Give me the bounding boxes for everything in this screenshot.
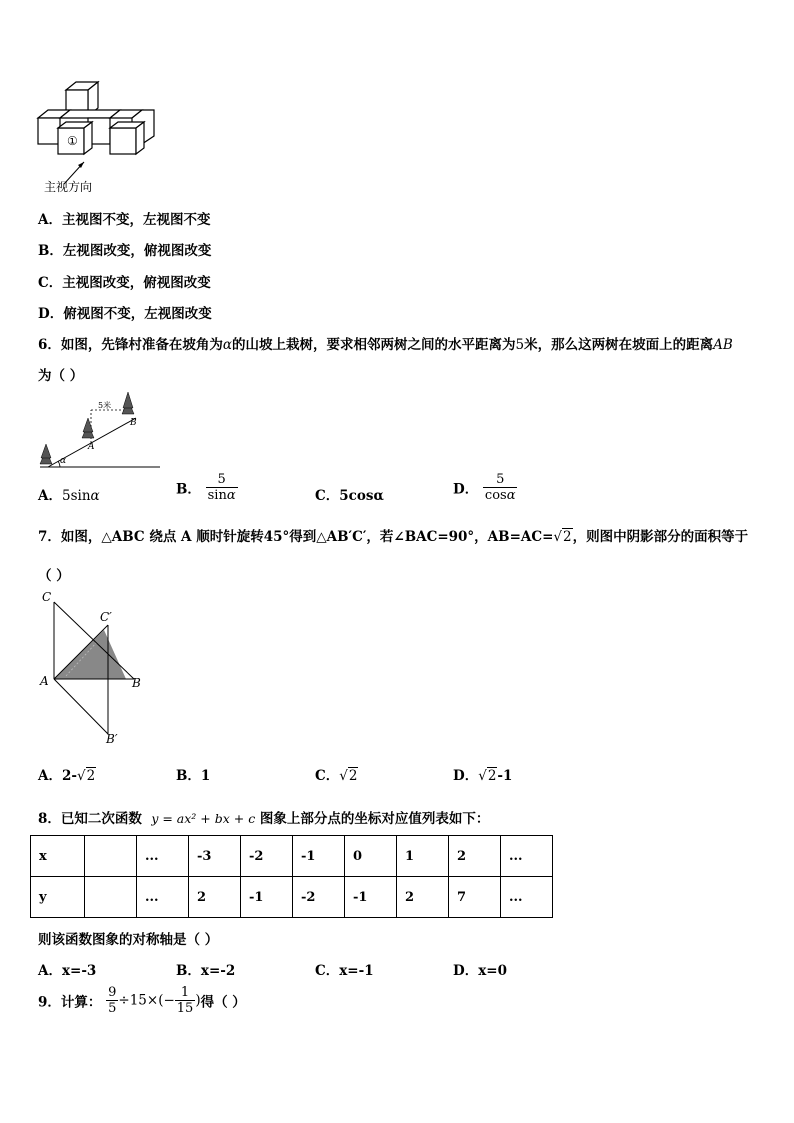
table-cell: -2 [293, 877, 345, 918]
q8-question: 则该函数图象的对称轴是（ ） [38, 932, 219, 948]
table-cell [85, 877, 137, 918]
point-b: B [132, 676, 141, 690]
q8-option-b: B．x=-2 [176, 963, 236, 979]
table-cell: 1 [397, 836, 449, 877]
table-cell: x [31, 836, 85, 877]
cube-label: ① [67, 134, 78, 148]
q7-option-a: A．2-√2 [38, 768, 96, 784]
table-row-x [31, 836, 553, 877]
value-table [30, 835, 553, 918]
cube-drawing [30, 78, 170, 173]
q7-stem-end: （ ） [38, 568, 70, 584]
table-cell: 2 [449, 836, 501, 877]
table-cell: ... [501, 836, 553, 877]
point-b-prime: B′ [106, 732, 118, 746]
q8-option-c: C．x=-1 [315, 963, 374, 979]
q6-stem: 6．如图，先锋村准备在坡角为α的山坡上栽树，要求相邻两树之间的水平距离为5米，那么这两树在坡面上的距离AB [38, 337, 733, 353]
q6-stem-end: 为（ ） [38, 368, 84, 384]
table-cell: 2 [397, 877, 449, 918]
table-row-y [31, 877, 553, 918]
q6-option-a: A．5sinα [38, 488, 100, 504]
slope-point-a: A [88, 442, 95, 452]
rotation-drawing [36, 588, 156, 748]
q5-option-b: B．左视图改变，俯视图改变 [38, 243, 212, 259]
q8-stem: 8．已知二次函数 y = ax² + bx + c 图象上部分点的坐标对应值列表如下： [38, 811, 490, 827]
table-cell: -1 [345, 877, 397, 918]
q6-option-b: B． $\frac{5}{\sin\alpha}$ [176, 472, 236, 503]
rotation-figure [36, 588, 156, 748]
q6-option-c: C．5cosα [315, 488, 384, 504]
table-cell: ... [501, 877, 553, 918]
table-cell: -1 [293, 836, 345, 877]
table-cell: -3 [189, 836, 241, 877]
cube-figure [30, 78, 170, 198]
q8-option-a: A．x=-3 [38, 963, 97, 979]
q5-option-a: A．主视图不变，左视图不变 [38, 212, 211, 228]
table-cell: 7 [449, 877, 501, 918]
slope-figure [36, 388, 166, 472]
view-direction-label: 主视方向 [44, 180, 93, 194]
table-cell: 2 [189, 877, 241, 918]
q7-option-d: D．√2-1 [453, 768, 513, 784]
q5-option-c: C．主视图改变，俯视图改变 [38, 275, 211, 291]
q6-option-d: D． $\frac{5}{\cos\alpha}$ [453, 472, 516, 503]
q8-option-d: D．x=0 [453, 963, 507, 979]
table-cell: -2 [241, 836, 293, 877]
table-cell [85, 836, 137, 877]
q7-option-c: C．√2 [315, 768, 358, 784]
q5-option-d: D．俯视图不变，左视图改变 [38, 306, 212, 322]
slope-angle-alpha: α [60, 456, 67, 466]
table-cell: 0 [345, 836, 397, 877]
q7-option-b: B．1 [176, 768, 211, 784]
point-c-prime: C′ [100, 610, 112, 624]
slope-distance-label: 5米 [98, 401, 112, 410]
table-cell: -1 [241, 877, 293, 918]
point-c: C [42, 590, 52, 604]
q7-stem: 7．如图，△ABC 绕点 A 顺时针旋转45°得到△AB′C′，若∠BAC=90°，AB=AC=√2，则图中阴影部分的面积等于 [38, 529, 749, 545]
table-cell: y [31, 877, 85, 918]
table-cell: ... [137, 836, 189, 877]
table-cell: ... [137, 877, 189, 918]
point-a: A [40, 674, 49, 688]
slope-point-b: B [130, 418, 137, 428]
q9-stem: 9．计算： $\frac{9}{5}$ ÷15×(− $\frac{1}{15}$ )得（ ） [38, 985, 246, 1016]
